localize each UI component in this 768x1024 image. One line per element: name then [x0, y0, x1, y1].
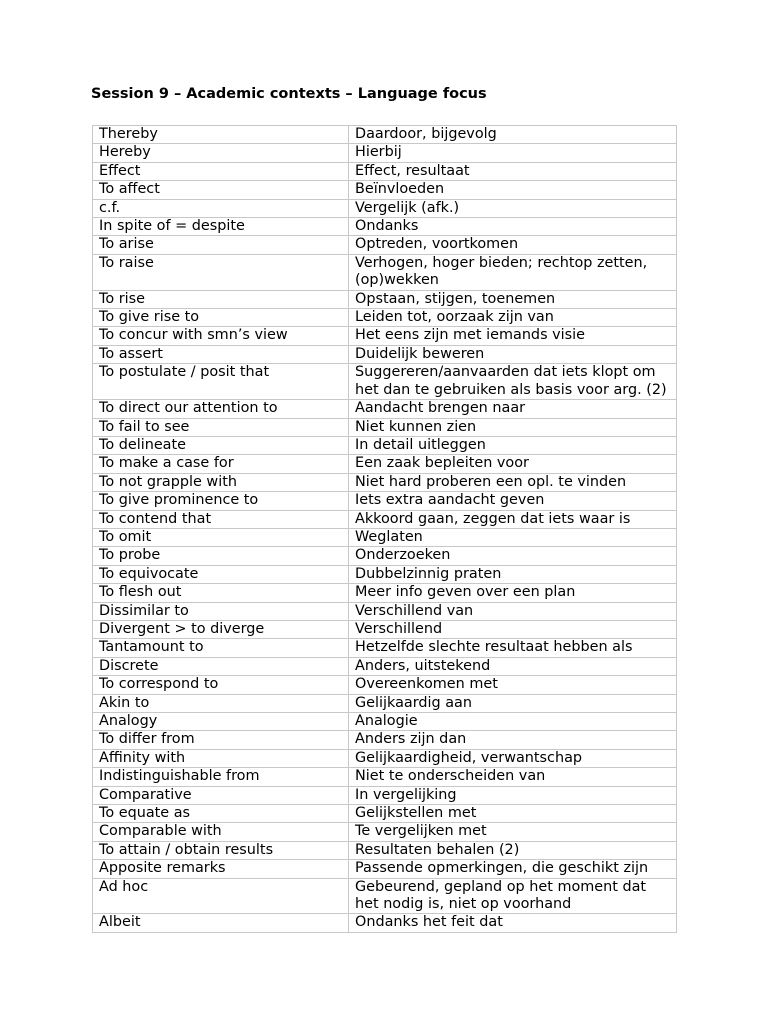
- translation-cell: Weglaten: [349, 528, 677, 546]
- table-row: [93, 713, 677, 731]
- table-row: [93, 657, 677, 675]
- translation-cell: Suggereren/aanvaarden dat iets klopt om het dan te gebruiken als basis voor arg. (2): [349, 364, 677, 400]
- table-row: [93, 400, 677, 418]
- translation-cell: Onderzoeken: [349, 547, 677, 565]
- table-row: [93, 309, 677, 327]
- translation-cell: Niet kunnen zien: [349, 418, 677, 436]
- translation-cell: Passende opmerkingen, die geschikt zijn: [349, 860, 677, 878]
- table-row: [93, 805, 677, 823]
- vocabulary-table-body: [93, 126, 677, 933]
- translation-cell: Hierbij: [349, 144, 677, 162]
- term-cell: Apposite remarks: [93, 860, 349, 878]
- translation-cell: In vergelijking: [349, 786, 677, 804]
- table-row: [93, 510, 677, 528]
- translation-cell: Akkoord gaan, zeggen dat iets waar is: [349, 510, 677, 528]
- term-cell: Comparative: [93, 786, 349, 804]
- term-cell: Divergent > to diverge: [93, 620, 349, 638]
- term-cell: To fail to see: [93, 418, 349, 436]
- table-row: [93, 162, 677, 180]
- table-row: [93, 860, 677, 878]
- term-cell: To omit: [93, 528, 349, 546]
- table-row: [93, 528, 677, 546]
- translation-cell: Verschillend: [349, 620, 677, 638]
- translation-cell: Ondanks: [349, 218, 677, 236]
- vocabulary-table: [92, 125, 677, 933]
- translation-cell: Niet hard proberen een opl. te vinden: [349, 473, 677, 491]
- table-row: [93, 878, 677, 914]
- term-cell: Discrete: [93, 657, 349, 675]
- translation-cell: Anders, uitstekend: [349, 657, 677, 675]
- term-cell: To correspond to: [93, 676, 349, 694]
- table-row: [93, 620, 677, 638]
- table-row: [93, 731, 677, 749]
- table-row: [93, 639, 677, 657]
- term-cell: To postulate / posit that: [93, 364, 349, 400]
- translation-cell: Gelijkaardigheid, verwantschap: [349, 749, 677, 767]
- translation-cell: Hetzelfde slechte resultaat hebben als: [349, 639, 677, 657]
- table-row: [93, 547, 677, 565]
- term-cell: In spite of = despite: [93, 218, 349, 236]
- term-cell: To flesh out: [93, 584, 349, 602]
- term-cell: Tantamount to: [93, 639, 349, 657]
- table-row: [93, 676, 677, 694]
- term-cell: Dissimilar to: [93, 602, 349, 620]
- term-cell: To equivocate: [93, 565, 349, 583]
- table-row: [93, 768, 677, 786]
- translation-cell: Gebeurend, gepland op het moment dat het nodig is, niet op voorhand: [349, 878, 677, 914]
- table-row: [93, 290, 677, 308]
- translation-cell: Verhogen, hoger bieden; rechtop zetten, (op)wekken: [349, 254, 677, 290]
- term-cell: To assert: [93, 345, 349, 363]
- table-row: [93, 181, 677, 199]
- term-cell: Thereby: [93, 126, 349, 144]
- term-cell: To give rise to: [93, 309, 349, 327]
- translation-cell: In detail uitleggen: [349, 436, 677, 454]
- term-cell: To raise: [93, 254, 349, 290]
- table-row: [93, 584, 677, 602]
- term-cell: Indistinguishable from: [93, 768, 349, 786]
- translation-cell: Vergelijk (afk.): [349, 199, 677, 217]
- translation-cell: Meer info geven over een plan: [349, 584, 677, 602]
- translation-cell: Ondanks het feit dat: [349, 914, 677, 932]
- table-row: [93, 327, 677, 345]
- term-cell: To arise: [93, 236, 349, 254]
- translation-cell: Gelijkaardig aan: [349, 694, 677, 712]
- translation-cell: Effect, resultaat: [349, 162, 677, 180]
- table-row: [93, 473, 677, 491]
- translation-cell: Dubbelzinnig praten: [349, 565, 677, 583]
- term-cell: To rise: [93, 290, 349, 308]
- translation-cell: Analogie: [349, 713, 677, 731]
- translation-cell: Leiden tot, oorzaak zijn van: [349, 309, 677, 327]
- table-row: [93, 694, 677, 712]
- translation-cell: Iets extra aandacht geven: [349, 492, 677, 510]
- term-cell: To make a case for: [93, 455, 349, 473]
- translation-cell: Resultaten behalen (2): [349, 841, 677, 859]
- translation-cell: Gelijkstellen met: [349, 805, 677, 823]
- term-cell: Albeit: [93, 914, 349, 932]
- term-cell: To delineate: [93, 436, 349, 454]
- table-row: [93, 602, 677, 620]
- translation-cell: Anders zijn dan: [349, 731, 677, 749]
- page-title: Session 9 – Academic contexts – Language focus: [91, 86, 487, 102]
- table-row: [93, 436, 677, 454]
- term-cell: Affinity with: [93, 749, 349, 767]
- translation-cell: Niet te onderscheiden van: [349, 768, 677, 786]
- table-row: [93, 199, 677, 217]
- table-row: [93, 144, 677, 162]
- term-cell: Effect: [93, 162, 349, 180]
- table-row: [93, 823, 677, 841]
- translation-cell: Te vergelijken met: [349, 823, 677, 841]
- term-cell: To differ from: [93, 731, 349, 749]
- term-cell: To attain / obtain results: [93, 841, 349, 859]
- table-row: [93, 254, 677, 290]
- table-row: [93, 364, 677, 400]
- translation-cell: Beïnvloeden: [349, 181, 677, 199]
- translation-cell: Overeenkomen met: [349, 676, 677, 694]
- table-row: [93, 749, 677, 767]
- term-cell: To not grapple with: [93, 473, 349, 491]
- table-row: [93, 218, 677, 236]
- term-cell: To affect: [93, 181, 349, 199]
- term-cell: Hereby: [93, 144, 349, 162]
- term-cell: To direct our attention to: [93, 400, 349, 418]
- table-row: [93, 841, 677, 859]
- table-row: [93, 345, 677, 363]
- term-cell: Akin to: [93, 694, 349, 712]
- table-row: [93, 914, 677, 932]
- table-row: [93, 492, 677, 510]
- translation-cell: Opstaan, stijgen, toenemen: [349, 290, 677, 308]
- term-cell: To give prominence to: [93, 492, 349, 510]
- translation-cell: Daardoor, bijgevolg: [349, 126, 677, 144]
- translation-cell: Optreden, voortkomen: [349, 236, 677, 254]
- table-row: [93, 418, 677, 436]
- table-row: [93, 455, 677, 473]
- translation-cell: Duidelijk beweren: [349, 345, 677, 363]
- translation-cell: Een zaak bepleiten voor: [349, 455, 677, 473]
- term-cell: To equate as: [93, 805, 349, 823]
- term-cell: c.f.: [93, 199, 349, 217]
- term-cell: To concur with smn’s view: [93, 327, 349, 345]
- term-cell: To contend that: [93, 510, 349, 528]
- translation-cell: Verschillend van: [349, 602, 677, 620]
- term-cell: Analogy: [93, 713, 349, 731]
- translation-cell: Het eens zijn met iemands visie: [349, 327, 677, 345]
- table-row: [93, 786, 677, 804]
- table-row: [93, 126, 677, 144]
- term-cell: Ad hoc: [93, 878, 349, 914]
- translation-cell: Aandacht brengen naar: [349, 400, 677, 418]
- table-row: [93, 236, 677, 254]
- table-row: [93, 565, 677, 583]
- term-cell: Comparable with: [93, 823, 349, 841]
- term-cell: To probe: [93, 547, 349, 565]
